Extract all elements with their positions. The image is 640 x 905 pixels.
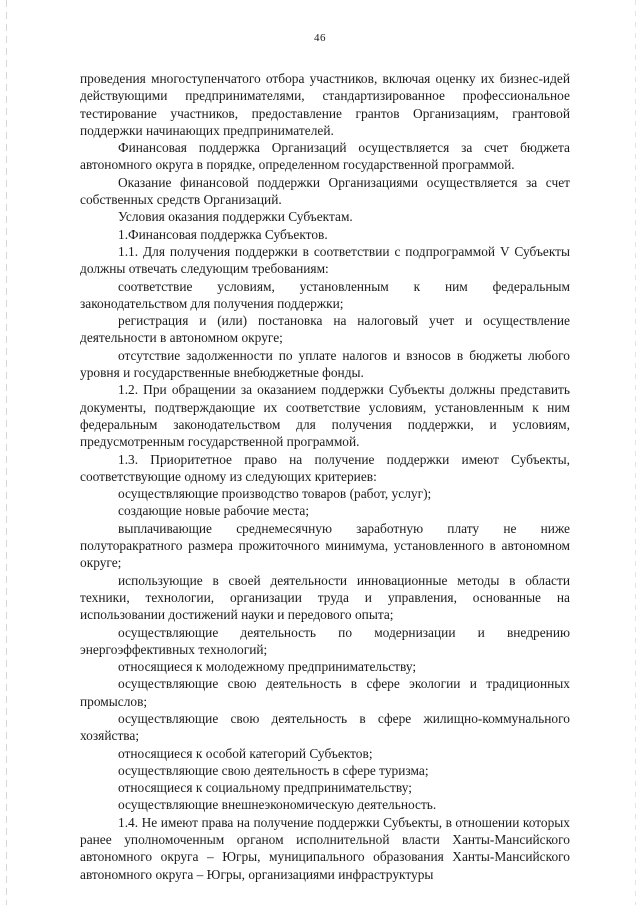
paragraph-10: 1.2. При обращении за оказанием поддержки Субъекты должны представить документы, подтверждающие их соответствие условиям, установленным к ним федеральным законодательством для получения поддержки, и условиям, предусмотренным государственной программой. (80, 382, 570, 450)
paragraph-9: отсутствие задолженности по уплате налогов и взносов в бюджеты любого уровня и государственные внебюджетные фонды. (80, 347, 570, 381)
scan-edge-left (6, 0, 7, 905)
paragraph-24: 1.4. Не имеют права на получение поддержки Субъекты, в отношении которых ранее уполномоченным органом исполнительной власти Ханты-Мансийского автономного округа – Югры, муниципального образования Ханты-Мансийского автономного округа – Югры, организациями инфраструктуры (80, 814, 570, 882)
paragraph-21: осуществляющие свою деятельность в сфере туризма; (118, 762, 429, 778)
paragraph-12: осуществляющие производство товаров (работ, услуг); (118, 486, 432, 502)
paragraph-18: осуществляющие свою деятельность в сфере экологии и традиционных промыслов; (80, 676, 570, 709)
page-number: 46 (314, 32, 326, 44)
document-body (80, 70, 570, 883)
paragraph-19: осуществляющие свою деятельность в сфере жилищно-коммунального хозяйства; (80, 710, 570, 744)
paragraph-8: регистрация и (или) постановка на налоговый учет и осуществление деятельности в автономном округе; (80, 313, 570, 346)
paragraph-17: относящиеся к молодежному предпринимательству; (118, 659, 417, 675)
paragraph-15: использующие в своей деятельности инновационные методы в области техники, технологии, организации труда и управления, основанные на использовании достижений науки и передового опыта; (80, 572, 570, 623)
paragraph-7: соответствие условиям, установленным к ним федеральным законодательством для получения поддержки; (80, 278, 570, 311)
paragraph-14: выплачивающие среднемесячную заработную плату не ниже полуторакратного размера прожиточного минимума, установленного в автономном округе; (80, 520, 570, 571)
paragraph-22: относящиеся к социальному предпринимательству; (118, 780, 412, 796)
paragraph-11: 1.3. Приоритетное право на получение поддержки имеют Субъекты, соответствующие одному из следующих критериев: (80, 451, 570, 484)
paragraph-6: 1.1. Для получения поддержки в соответствии с подпрограммой V Субъекты должны отвечать следующим требованиям: (80, 243, 570, 277)
paragraph-2: Финансовая поддержка Организаций осуществляется за счет бюджета автономного округа в порядке, определенном государственной программой. (80, 140, 570, 173)
paragraph-1: проведения многоступенчатого отбора участников, включая оценку их бизнес-идей действующими предпринимателями, стандартизированное профессиональное тестирование участников, предоставление грантов Организациям, грантовой поддержки начинающих предпринимателей. (80, 71, 570, 138)
paragraph-20: относящиеся к особой категорий Субъектов; (118, 745, 373, 761)
paragraph-13: создающие новые рабочие места; (118, 503, 310, 519)
paragraph-3: Оказание финансовой поддержки Организациями осуществляется за счет собственных средств Организаций. (80, 174, 570, 208)
paragraph-23: осуществляющие внешнеэкономическую деятельность. (118, 797, 437, 813)
scan-edge-right (635, 0, 636, 905)
paragraph-4: Условия оказания поддержки Субъектам. (118, 209, 353, 225)
paragraph-16: осуществляющие деятельность по модернизации и внедрению энергоэффективных технологий; (80, 624, 570, 657)
paragraph-5: 1.Финансовая поддержка Субъектов. (118, 226, 328, 242)
